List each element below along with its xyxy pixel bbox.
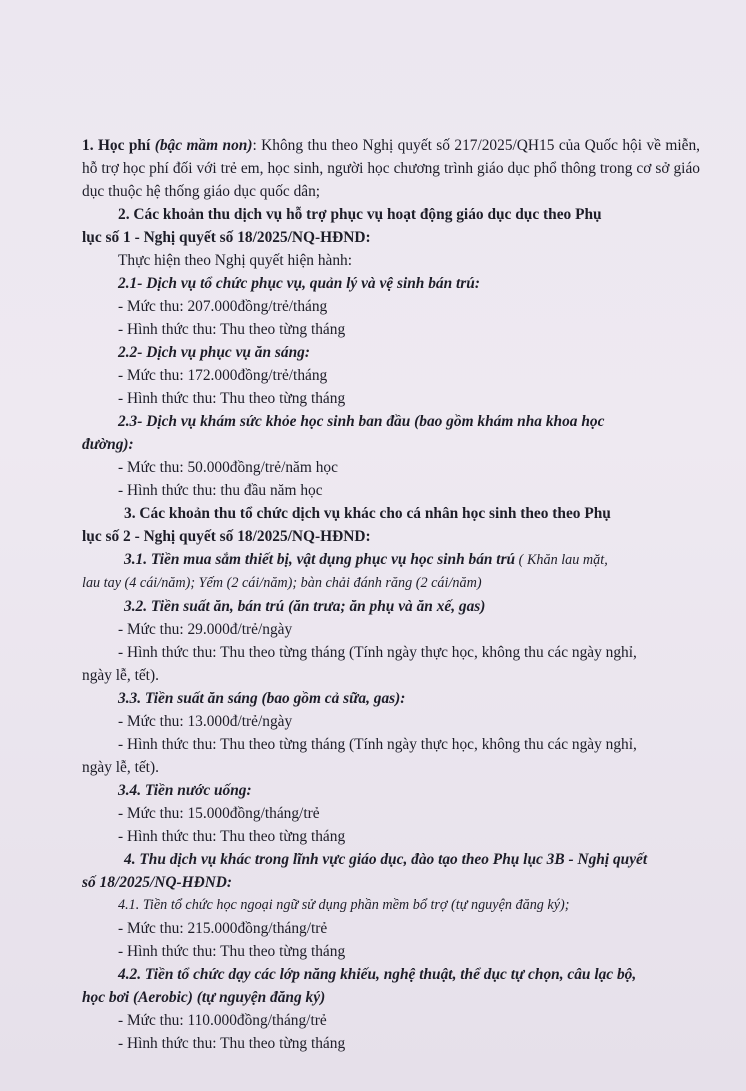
- item-3-2-method-line1: - Hình thức thu: Thu theo từng tháng (Tính ngày thực học, không thu các ngày nghỉ,: [118, 644, 637, 661]
- item-2-3-rate: - Mức thu: 50.000đồng/trẻ/năm học: [118, 459, 338, 476]
- item-2-1-title: 2.1- Dịch vụ tổ chức phục vụ, quản lý và vệ sinh bán trú:: [118, 275, 480, 292]
- item-3-1-title: 3.1. Tiền mua sắm thiết bị, vật dụng phục vụ học sinh bán trú: [124, 551, 516, 568]
- item-3-2-method-line2: ngày lễ, tết).: [82, 667, 159, 684]
- item-3-1-detail-line2: lau tay (4 cái/năm); Yếm (2 cái/năm); bàn chải đánh răng (2 cái/năm): [82, 575, 482, 591]
- item-3-4-method: - Hình thức thu: Thu theo từng tháng: [118, 828, 346, 845]
- section-1-number-title: 1. Học phí: [82, 137, 155, 154]
- section-1-title-italic: (bậc mầm non): [154, 137, 253, 154]
- item-3-3-method-line2: ngày lễ, tết).: [82, 759, 159, 776]
- item-4-1-title: 4.1. Tiền tổ chức học ngoại ngữ sử dụng phần mềm bổ trợ (tự nguyện đăng ký);: [118, 897, 570, 913]
- item-2-3-title-line2: đường):: [82, 436, 134, 453]
- item-2-2-method: - Hình thức thu: Thu theo từng tháng: [118, 390, 346, 407]
- item-2-2-rate: - Mức thu: 172.000đồng/trẻ/tháng: [118, 367, 328, 384]
- item-2-2-title: 2.2- Dịch vụ phục vụ ăn sáng:: [118, 344, 310, 361]
- item-3-1-title-line: [82, 548, 700, 572]
- section-3-heading-line1: 3. Các khoản thu tổ chức dịch vụ khác cho cá nhân học sinh theo theo Phụ: [124, 505, 611, 522]
- item-3-3-title: 3.3. Tiền suất ăn sáng (bao gồm cả sữa, gas):: [118, 690, 406, 707]
- section-2-note: Thực hiện theo Nghị quyết hiện hành:: [118, 252, 353, 269]
- item-3-2-title: 3.2. Tiền suất ăn, bán trú (ăn trưa; ăn phụ và ăn xế, gas): [124, 598, 486, 615]
- item-4-2-title-line1: 4.2. Tiền tổ chức dạy các lớp năng khiếu, nghệ thuật, thể dục tự chọn, câu lạc bộ,: [118, 966, 637, 983]
- item-4-2-title-line2: học bơi (Aerobic) (tự nguyện đăng ký): [82, 989, 326, 1006]
- item-2-3-title-line1: 2.3- Dịch vụ khám sức khỏe học sinh ban đầu (bao gồm khám nha khoa học: [118, 413, 605, 430]
- section-4-heading-line1: 4. Thu dịch vụ khác trong lĩnh vực giáo dục, đào tạo theo Phụ lục 3B - Nghị quyết: [124, 851, 648, 868]
- item-4-1-method: - Hình thức thu: Thu theo từng tháng: [118, 943, 346, 960]
- item-2-3-method: - Hình thức thu: thu đầu năm học: [118, 482, 323, 499]
- item-3-4-rate: - Mức thu: 15.000đồng/tháng/trẻ: [118, 805, 320, 822]
- section-3-heading-line2: lục số 2 - Nghị quyết số 18/2025/NQ-HĐND:: [82, 528, 371, 545]
- item-3-3-rate: - Mức thu: 13.000đ/trẻ/ngày: [118, 713, 293, 730]
- section-1-colon: :: [252, 137, 262, 154]
- item-4-2-method: - Hình thức thu: Thu theo từng tháng: [118, 1035, 346, 1052]
- item-3-4-title: 3.4. Tiền nước uống:: [118, 782, 252, 799]
- item-2-1-method: - Hình thức thu: Thu theo từng tháng: [118, 321, 346, 338]
- section-2-heading-line1: 2. Các khoản thu dịch vụ hỗ trợ phục vụ hoạt động giáo dục dục theo Phụ: [118, 206, 602, 223]
- item-3-3-method-line1: - Hình thức thu: Thu theo từng tháng (Tính ngày thực học, không thu các ngày nghỉ,: [118, 736, 637, 753]
- item-3-2-rate: - Mức thu: 29.000đ/trẻ/ngày: [118, 621, 293, 638]
- item-4-2-rate: - Mức thu: 110.000đồng/tháng/trẻ: [118, 1012, 327, 1029]
- document-body: [82, 134, 700, 1055]
- item-2-1-rate: - Mức thu: 207.000đồng/trẻ/tháng: [118, 298, 328, 315]
- section-4-heading-line2: số 18/2025/NQ-HĐND:: [82, 874, 233, 891]
- section-1-text: Không thu theo Nghị quyết số 217/2025/QH15 của Quốc hội về miễn, hỗ trợ học phí đối với trẻ em, học sinh, người học chương trình giáo dục phổ thông trong cơ sở giáo dục thuộc hệ thống giáo dục quốc dân;: [82, 137, 701, 200]
- section-2-heading-line2: lục số 1 - Nghị quyết số 18/2025/NQ-HĐND:: [82, 229, 371, 246]
- item-4-1-rate: - Mức thu: 215.000đồng/tháng/trẻ: [118, 920, 328, 937]
- section-1-paragraph: [82, 134, 700, 203]
- item-3-1-detail-line1: ( Khăn lau mặt,: [515, 552, 608, 568]
